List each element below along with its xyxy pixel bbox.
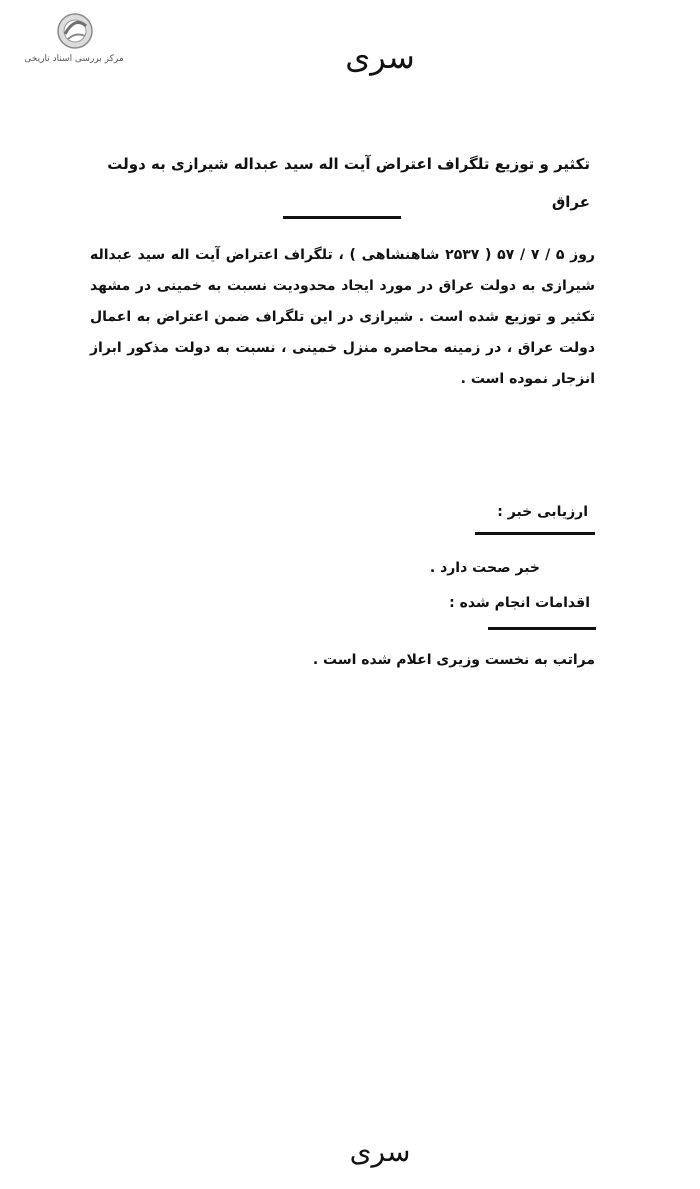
document-body: روز ۵ / ۷ / ۵۷ ( ۲۵۳۷ شاهنشاهی ) ، تلگراف اعتراض آیت اله سید عبداله شیرازی به دولت عراق در مورد ایجاد محدودیت نسبت به خمینی در مشهد تکثیر و توزیع شده است . شیرازی در این تلگراف ضمن اعتراض به اعمال دولت عراق ، در زمینه محاصره منزل خمینی ، نسبت به دولت مذکور ابراز انزجار نموده است . xyxy=(90,247,595,387)
archive-logo xyxy=(14,12,134,72)
actions-text: مراتب به نخست وزیری اعلام شده است . xyxy=(312,652,595,668)
evaluation-underline xyxy=(475,532,595,535)
title-underline xyxy=(283,216,401,219)
actions-underline xyxy=(488,627,596,630)
actions-label: اقدامات انجام شده : xyxy=(449,595,590,611)
archive-seal-icon xyxy=(56,12,94,50)
classification-bottom: سری xyxy=(349,1135,411,1168)
archive-logo-text: مرکز بررسی اسناد تاریخی xyxy=(24,54,124,64)
classification-top: سری xyxy=(345,38,415,76)
document-title: تکثیر و توزیع تلگراف اعتراض آیت اله سید عبداله شیرازی به دولت عراق xyxy=(107,155,590,211)
evaluation-text: خبر صحت دارد . xyxy=(429,560,540,576)
evaluation-label: ارزیابی خبر : xyxy=(497,504,588,520)
